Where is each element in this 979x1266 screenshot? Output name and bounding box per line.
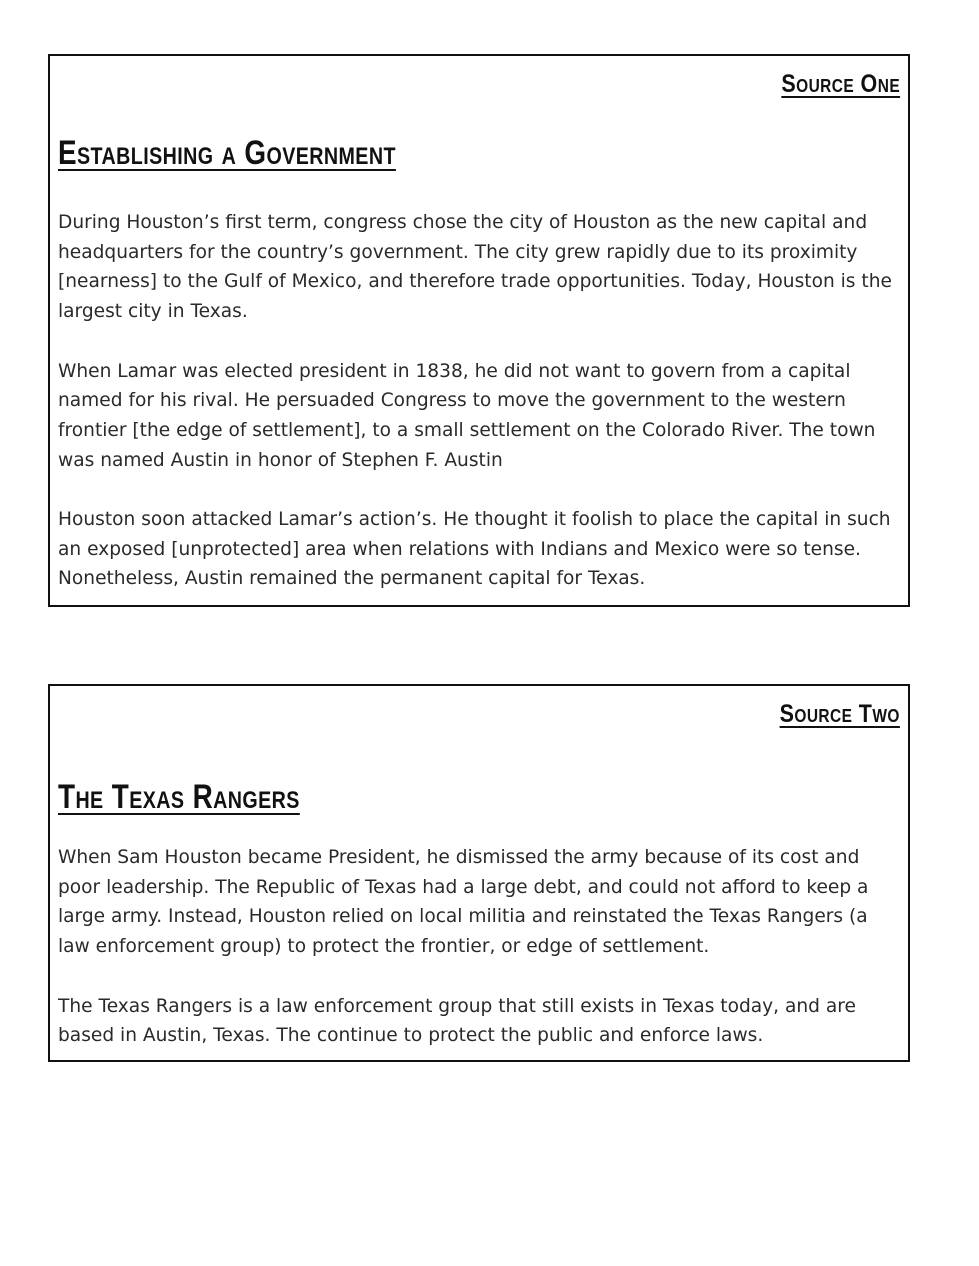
- source-two-paragraph: The Texas Rangers is a law enforcement group that still exists in Texas today, and are based in Austin, Texas. The continue to protect the public and enforce laws.: [58, 995, 856, 1047]
- source-two-body: [58, 843, 902, 1051]
- source-two-paragraph: When Sam Houston became President, he dismissed the army because of its cost and poor leadership. The Republic of Texas had a large debt, and could not afford to keep a large army. Instead, Houston relied on local militia and reinstated the Texas Rangers (a law enforcement group) to protect the frontier, or edge of settlement.: [58, 847, 869, 958]
- source-two-box: [48, 684, 910, 1062]
- source-one-paragraph: Houston soon attacked Lamar’s action’s. He thought it foolish to place the capital in such an exposed [unprotected] area when relations with Indians and Mexico were so tense. Nonetheless, Austin remained the permanent capital for Texas.: [58, 509, 891, 590]
- source-one-paragraph: When Lamar was elected president in 1838, he did not want to govern from a capital named for his rival. He persuaded Congress to move the government to the western frontier [the edge of settlement], to a small settlement on the Colorado River. The town was named Austin in honor of Stephen F. Austin: [58, 360, 876, 471]
- source-one-paragraph: During Houston’s first term, congress chose the city of Houston as the new capital and headquarters for the country’s government. The city grew rapidly due to its proximity [nearness] to the Gulf of Mexico, and therefore trade opportunities. Today, Houston is the largest city in Texas.: [58, 212, 892, 323]
- source-one-body: [58, 208, 902, 594]
- source-two-title: The Texas Rangers: [58, 778, 300, 816]
- source-one-box: [48, 54, 910, 607]
- source-one-label: Source One: [781, 70, 900, 98]
- source-two-label: Source Two: [779, 700, 900, 728]
- source-one-title: Establishing a Government: [58, 134, 396, 172]
